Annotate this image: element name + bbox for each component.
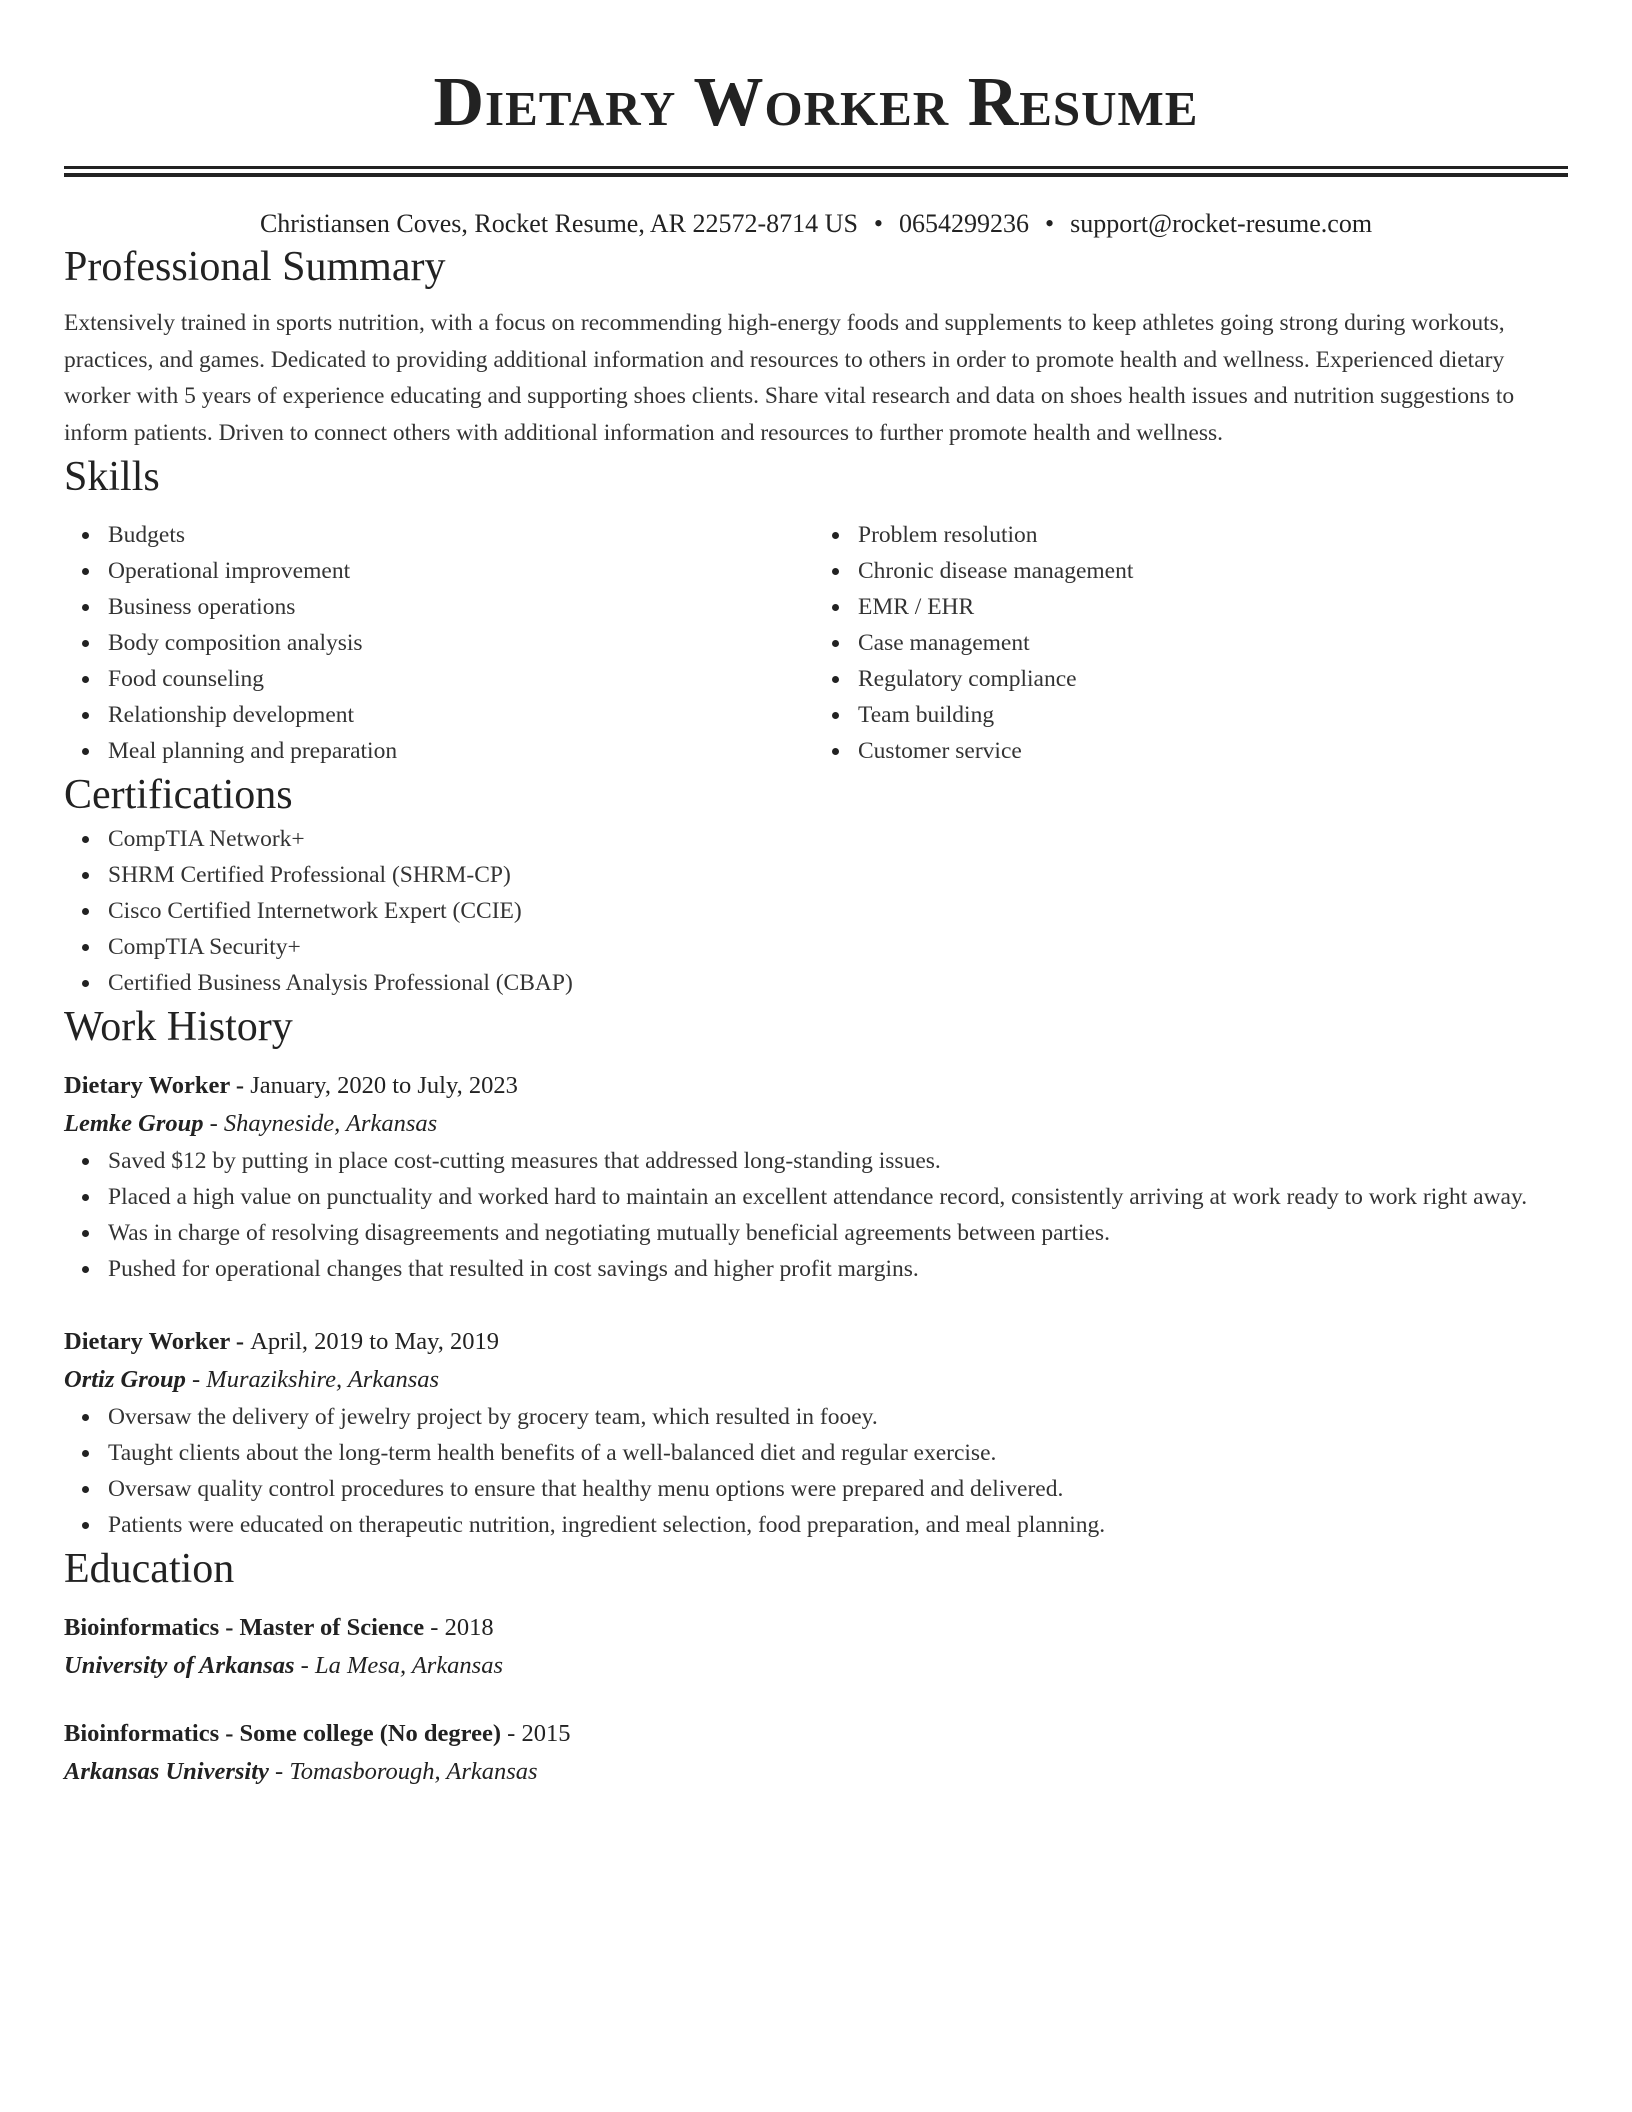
job-company-dash: - <box>185 1366 207 1393</box>
job-bullet: Placed a high value on punctuality and worked hard to maintain an excellent attendance record, consistently arriving at work ready to work right away. <box>108 1179 1568 1215</box>
education-school: Arkansas University <box>64 1758 269 1785</box>
job-location: Murazikshire, Arkansas <box>206 1366 440 1393</box>
certifications-list <box>64 821 1568 1001</box>
skill-item: Regulatory compliance <box>858 661 1568 697</box>
skill-item: Body composition analysis <box>108 625 816 661</box>
skill-item: Meal planning and preparation <box>108 733 816 769</box>
skills-section <box>64 451 1568 769</box>
job-company: Ortiz Group <box>64 1366 186 1393</box>
education-degree: Bioinformatics - Some college (No degree) <box>64 1720 502 1747</box>
education-entry <box>64 1715 1568 1791</box>
job-company: Lemke Group <box>64 1110 204 1137</box>
skill-item: EMR / EHR <box>858 589 1568 625</box>
education-year: 2015 <box>521 1720 571 1747</box>
education-school: University of Arkansas <box>64 1652 295 1679</box>
certification-item: Certified Business Analysis Professional (CBAP) <box>108 965 1568 1001</box>
job-bullets <box>64 1143 1568 1287</box>
contact-separator: • <box>873 209 884 238</box>
skill-item: Operational improvement <box>108 553 816 589</box>
job-company-line <box>64 1361 1568 1399</box>
job-company-line <box>64 1105 1568 1143</box>
skill-item: Problem resolution <box>858 517 1568 553</box>
skills-column-right <box>816 517 1568 769</box>
skill-item: Budgets <box>108 517 816 553</box>
education-title-line <box>64 1715 1568 1753</box>
education-heading: Education <box>64 1546 235 1592</box>
skill-item: Food counseling <box>108 661 816 697</box>
job-bullet: Patients were educated on therapeutic nutrition, ingredient selection, food preparation, and meal planning. <box>108 1507 1568 1543</box>
education-location: La Mesa, Arkansas <box>314 1652 504 1679</box>
education-location: Tomasborough, Arkansas <box>289 1758 538 1785</box>
contact-phone: 0654299236 <box>899 209 1030 238</box>
skills-list-right <box>816 517 1568 769</box>
certification-item: CompTIA Security+ <box>108 929 1568 965</box>
skill-item: Chronic disease management <box>858 553 1568 589</box>
job-bullets <box>64 1399 1568 1543</box>
education-school-line <box>64 1647 1568 1685</box>
skills-list-left <box>64 517 816 769</box>
summary-heading: Professional Summary <box>64 244 446 290</box>
job-title-dash: - <box>229 1072 251 1099</box>
contact-separator: • <box>1045 209 1055 238</box>
job-title-line <box>64 1323 1568 1361</box>
skill-item: Team building <box>858 697 1568 733</box>
certification-item: SHRM Certified Professional (SHRM-CP) <box>108 857 1568 893</box>
certification-item: Cisco Certified Internetwork Expert (CCIE) <box>108 893 1568 929</box>
job-title: Dietary Worker <box>64 1328 230 1355</box>
job-bullet: Pushed for operational changes that resulted in cost savings and higher profit margins. <box>108 1251 1568 1287</box>
job-bullet: Oversaw the delivery of jewelry project by grocery team, which resulted in fooey. <box>108 1399 1568 1435</box>
education-dash: - <box>501 1720 522 1747</box>
education-title-line <box>64 1609 1568 1647</box>
job-bullet: Taught clients about the long-term health benefits of a well-balanced diet and regular exercise. <box>108 1435 1568 1471</box>
contact-line <box>64 207 1568 241</box>
education-entry <box>64 1609 1568 1685</box>
resume-title: Dietary Worker Resume <box>433 64 1199 141</box>
certifications-heading: Certifications <box>64 772 293 818</box>
work-history-section <box>64 1001 1568 1543</box>
job-bullet: Saved $12 by putting in place cost-cutting measures that addressed long-standing issues. <box>108 1143 1568 1179</box>
skill-item: Customer service <box>858 733 1568 769</box>
job-dates: April, 2019 to May, 2019 <box>250 1328 500 1355</box>
job-entry <box>64 1067 1568 1287</box>
job-company-dash: - <box>203 1110 224 1137</box>
job-bullet: Oversaw quality control procedures to ensure that healthy menu options were prepared and delivered. <box>108 1471 1568 1507</box>
job-entry <box>64 1323 1568 1543</box>
skill-item: Business operations <box>108 589 816 625</box>
job-location: Shayneside, Arkansas <box>223 1110 438 1137</box>
certification-item: CompTIA Network+ <box>108 821 1568 857</box>
education-degree: Bioinformatics - Master of Science <box>64 1614 425 1641</box>
education-school-line <box>64 1753 1568 1791</box>
certifications-section <box>64 769 1568 1001</box>
summary-section <box>64 241 1568 451</box>
title-divider <box>64 166 1568 177</box>
skills-heading: Skills <box>64 454 160 500</box>
skill-item: Case management <box>858 625 1568 661</box>
education-dash: - <box>424 1614 445 1641</box>
education-section <box>64 1543 1568 1791</box>
job-title: Dietary Worker <box>64 1072 230 1099</box>
contact-email: support@rocket-resume.com <box>1070 209 1373 238</box>
job-bullet: Was in charge of resolving disagreements and negotiating mutually beneficial agreements between parties. <box>108 1215 1568 1251</box>
job-title-dash: - <box>229 1328 251 1355</box>
skills-column-left <box>64 517 816 769</box>
education-school-dash: - <box>268 1758 290 1785</box>
skill-item: Relationship development <box>108 697 816 733</box>
contact-address: Christiansen Coves, Rocket Resume, AR 22572-8714 US <box>259 209 858 238</box>
summary-text: Extensively trained in sports nutrition, with a focus on recommending high-energy foods and supplements to keep athletes going strong during workouts, practices, and games. Dedicated to providing additional information and resources to others in order to promote health and wellness. Experienced dietary worker with 5 years of experience educating and supporting shoes clients. Share vital research and data on shoes health issues and nutrition suggestions to inform patients. Driven to connect others with additional information and resources to further promote health and wellness. <box>64 310 1515 446</box>
job-title-line <box>64 1067 1568 1105</box>
education-school-dash: - <box>294 1652 315 1679</box>
work-history-heading: Work History <box>64 1004 293 1050</box>
job-dates: January, 2020 to July, 2023 <box>250 1072 518 1099</box>
education-year: 2018 <box>444 1614 494 1641</box>
skills-grid <box>64 517 1568 769</box>
